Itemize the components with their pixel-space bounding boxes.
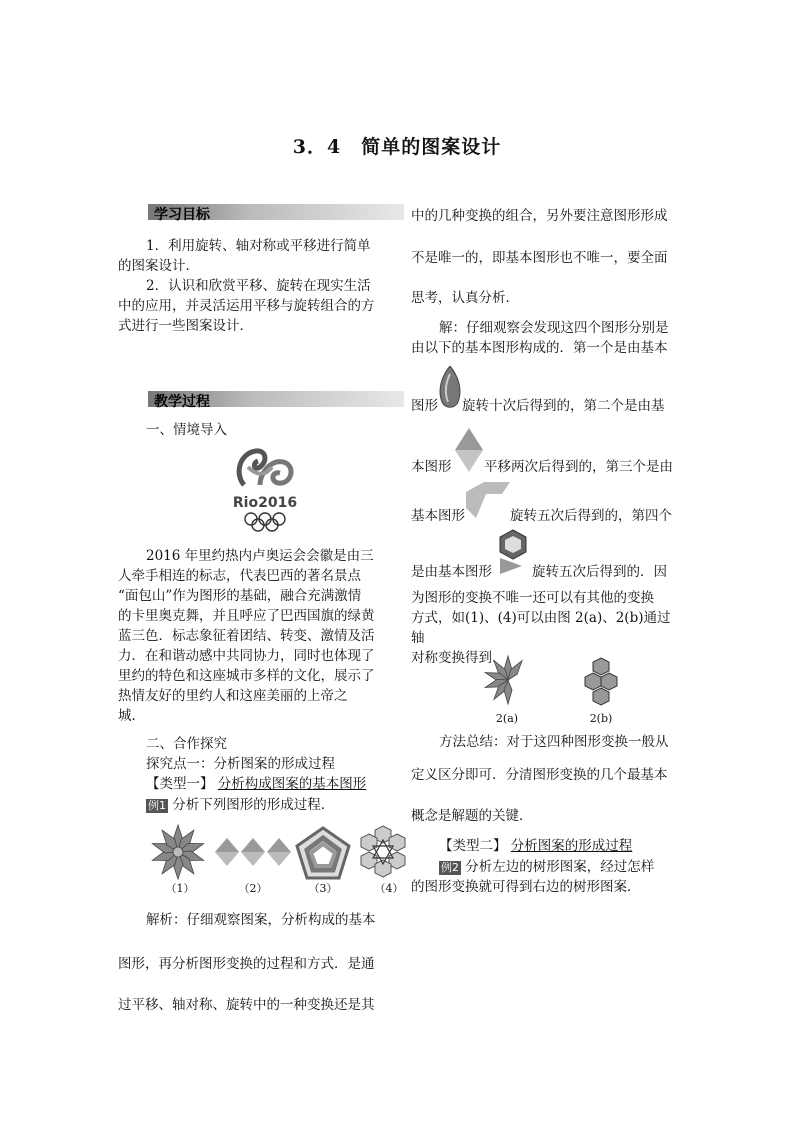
text-line: 方式，如(1)、(4)可以由图 2(a)、2(b)通过轴 bbox=[411, 610, 671, 646]
inline-text: 旋转五次后得到的．因 bbox=[532, 564, 667, 580]
objective-line: 中的应用，并灵活运用平移与旋转组合的方 bbox=[118, 298, 375, 314]
type-1-title: 分析构成图案的基本图形 bbox=[217, 776, 367, 792]
figure-caption: 2(b) bbox=[589, 712, 613, 725]
basic-shape-chevron-icon bbox=[466, 480, 510, 520]
text-line: 的卡里奥克舞，并且呼应了巴西国旗的绿黄 bbox=[118, 608, 375, 624]
figure-2b-half-hexagons bbox=[584, 656, 618, 708]
section-heading-process: 教学过程 bbox=[154, 394, 210, 410]
objective-line: 的图案设计． bbox=[118, 258, 199, 274]
objective-line: 2．认识和欣赏平移、旋转在现实生活 bbox=[146, 278, 371, 294]
section-heading-bar bbox=[148, 391, 404, 410]
type-1-bracket: 【类型一】 bbox=[146, 776, 214, 792]
inline-text: 平移两次后得到的，第三个是由 bbox=[484, 459, 673, 475]
figure-2-diamonds bbox=[215, 836, 291, 868]
inline-text: 图形 bbox=[411, 398, 438, 414]
solution-intro bbox=[411, 318, 681, 358]
figure-caption: （3） bbox=[308, 882, 338, 895]
inline-text: 是由基本图形 bbox=[411, 564, 492, 580]
figure-caption: （1） bbox=[165, 882, 195, 895]
example-1-badge: 例1 bbox=[148, 799, 166, 812]
type-1-heading bbox=[146, 774, 366, 794]
objectives-text bbox=[118, 236, 388, 336]
continued-line: 中的几种变换的组合，另外要注意图形形成 bbox=[411, 208, 668, 224]
example-2-text: 分析左边的树形图案，经过怎样 bbox=[465, 859, 655, 875]
figure-row bbox=[145, 824, 405, 894]
type-2-heading bbox=[439, 836, 632, 856]
text-line: 里约的特色和这座城市多样的文化，展示了 bbox=[118, 668, 375, 684]
figure-4-hexagons bbox=[355, 824, 411, 880]
text-line: 蓝三色．标志象征着团结、转变、激情及活 bbox=[118, 628, 375, 644]
text-line: 热情友好的里约人和这座美丽的上帝之 bbox=[118, 688, 348, 704]
example-1-text: 分析下列图形的形成过程． bbox=[172, 797, 335, 813]
text-line: 为图形的变换不唯一还可以有其他的变换 bbox=[411, 590, 654, 606]
objective-line: 式进行一些图案设计． bbox=[118, 318, 253, 334]
type-2-title: 分析图案的形成过程 bbox=[510, 838, 633, 854]
inline-text: 旋转五次后得到的，第四个 bbox=[510, 508, 672, 524]
inline-text: 本图形 bbox=[411, 459, 452, 475]
method-line: 概念是解题的关键． bbox=[411, 808, 533, 824]
text-line: 人牵手相连的标志，代表巴西的著名景点 bbox=[118, 568, 361, 584]
text-line: 2016 年里约热内卢奥运会会徽是由三 bbox=[146, 548, 374, 564]
rio-2016-logo bbox=[230, 445, 300, 537]
figure-3-pentagon bbox=[295, 826, 351, 880]
intro-paragraph bbox=[118, 546, 390, 726]
explore-point-1: 探究点一：分析图案的形成过程 bbox=[146, 756, 335, 772]
continued-line: 思考，认真分析． bbox=[411, 290, 519, 306]
text-line: 对称变换得到． bbox=[411, 650, 506, 666]
text-line: 力．在和谐动感中共同协力，同时也体现了 bbox=[118, 648, 375, 664]
figure-1-flower bbox=[145, 824, 211, 880]
logo-text: Rio2016 bbox=[232, 495, 298, 511]
subheading-intro: 一、情境导入 bbox=[146, 422, 227, 438]
objective-line: 1．利用旋转、轴对称或平移进行简单 bbox=[146, 238, 371, 254]
text-line: “面包山”作为图形的基础，融合充满激情 bbox=[118, 588, 362, 604]
basic-shape-hexagon-icon bbox=[496, 528, 530, 574]
basic-shape-petal-icon bbox=[438, 366, 462, 412]
text-line: 由以下的基本图形构成的．第一个是由基本 bbox=[411, 340, 668, 356]
analysis-line: 过平移、轴对称、旋转中的一种变换还是其 bbox=[118, 997, 375, 1013]
solution-more bbox=[411, 588, 683, 668]
example-2-badge: 例2 bbox=[441, 861, 459, 874]
continued-line: 不是唯一的，即基本图形也不唯一，要全面 bbox=[411, 250, 668, 266]
basic-shape-diamond-icon bbox=[455, 428, 483, 472]
section-heading-bar bbox=[148, 204, 404, 223]
analysis-line: 图形，再分析图形变换的过程和方式．是通 bbox=[118, 956, 375, 972]
section-heading-objectives: 学习目标 bbox=[154, 207, 210, 223]
method-line: 定义区分即可．分清图形变换的几个最基本 bbox=[411, 767, 668, 783]
figure-caption: 2(a) bbox=[495, 712, 519, 725]
subheading-explore: 二、合作探究 bbox=[146, 736, 227, 752]
text-line: 解：仔细观察会发现这四个图形分别是 bbox=[439, 320, 669, 336]
inline-text: 旋转十次后得到的，第二个是由基 bbox=[462, 398, 665, 414]
page-title: 3．4 简单的图案设计 bbox=[292, 136, 502, 158]
example-1 bbox=[146, 795, 334, 815]
figure-caption: （4） bbox=[374, 882, 404, 895]
analysis-line: 解析：仔细观察图案，分析构成的基本 bbox=[146, 912, 376, 928]
figure-2a-half-flower bbox=[482, 652, 534, 708]
figure-caption: （2） bbox=[238, 882, 268, 895]
text-line: 城． bbox=[118, 708, 145, 724]
method-line: 方法总结：对于这四种图形变换一般从 bbox=[439, 734, 669, 750]
type-2-bracket: 【类型二】 bbox=[439, 838, 507, 854]
inline-text: 基本图形 bbox=[411, 508, 465, 524]
example-2 bbox=[411, 857, 683, 897]
example-2-text: 的图形变换就可得到右边的树形图案． bbox=[411, 879, 641, 895]
